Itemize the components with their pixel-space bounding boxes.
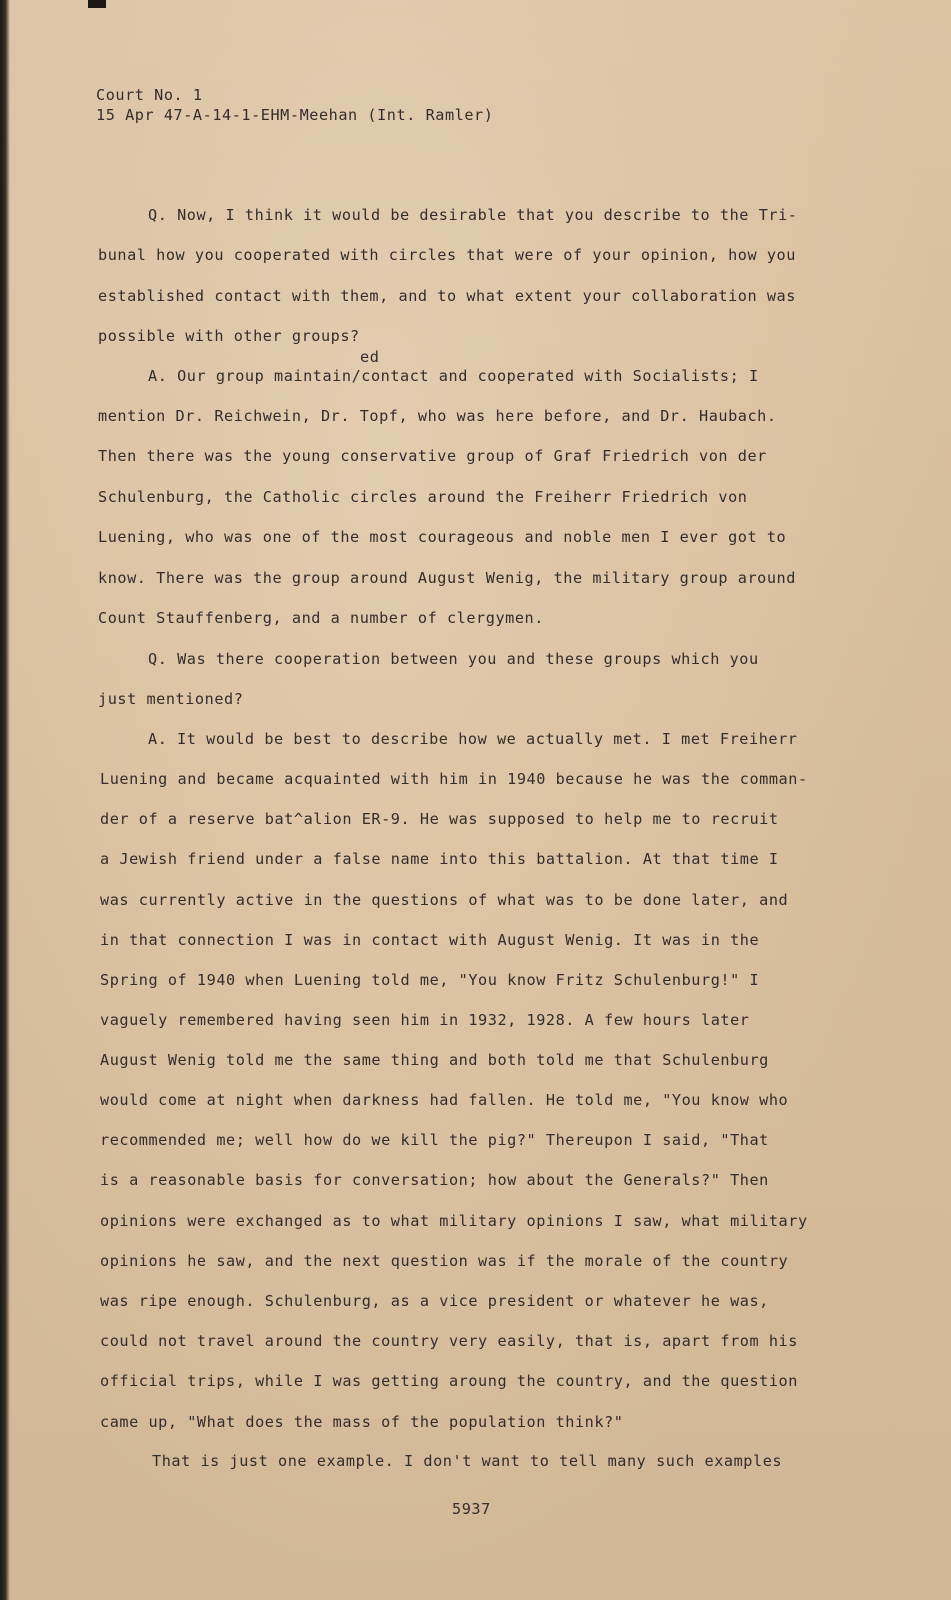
text-line-25: is a reasonable basis for conversation; how about the Generals?" Then	[100, 1171, 769, 1189]
text-line-29: could not travel around the country very easily, that is, apart from his	[100, 1332, 798, 1350]
top-binding-mark	[88, 0, 106, 8]
text-line-14: A. It would be best to describe how we actually met. I met Freiherr	[148, 730, 798, 748]
text-line-3: established contact with them, and to what extent your collaboration was	[98, 287, 796, 305]
header-reference: 15 Apr 47-A-14-1-EHM-Meehan (Int. Ramler)	[96, 106, 494, 124]
text-line-28: was ripe enough. Schulenburg, as a vice president or whatever he was,	[100, 1292, 769, 1310]
page-number: 5937	[452, 1500, 491, 1518]
text-line-23: would come at night when darkness had fallen. He told me, "You know who	[100, 1091, 789, 1109]
text-line-11: Count Stauffenberg, and a number of clergymen.	[98, 609, 544, 627]
text-line-6: mention Dr. Reichwein, Dr. Topf, who was here before, and Dr. Haubach.	[98, 407, 777, 425]
text-line-17: a Jewish friend under a false name into this battalion. At that time I	[100, 850, 779, 868]
text-line-27: opinions he saw, and the next question was if the morale of the country	[100, 1252, 789, 1270]
page-edge-shadow	[0, 0, 10, 1600]
text-line-1: Q. Now, I think it would be desirable that you describe to the Tri-	[148, 206, 798, 224]
text-line-2: bunal how you cooperated with circles that were of your opinion, how you	[98, 246, 796, 264]
text-line-31: came up, "What does the mass of the population think?"	[100, 1413, 624, 1431]
interlinear-insertion: ed	[360, 348, 380, 366]
header-court: Court No. 1	[96, 86, 203, 104]
text-line-16: der of a reserve bat^alion ER-9. He was supposed to help me to recruit	[100, 810, 779, 828]
text-line-10: know. There was the group around August Wenig, the military group around	[98, 569, 796, 587]
text-line-5: A. Our group maintain/contact and cooperated with Socialists; I	[148, 367, 759, 385]
text-line-7: Then there was the young conservative group of Graf Friedrich von der	[98, 447, 767, 465]
text-line-22: August Wenig told me the same thing and both told me that Schulenburg	[100, 1051, 769, 1069]
text-line-9: Luening, who was one of the most courageous and noble men I ever got to	[98, 528, 787, 546]
text-line-21: vaguely remembered having seen him in 1932, 1928. A few hours later	[100, 1011, 750, 1029]
text-line-20: Spring of 1940 when Luening told me, "You know Fritz Schulenburg!" I	[100, 971, 760, 989]
text-line-18: was currently active in the questions of what was to be done later, and	[100, 891, 789, 909]
text-line-15: Luening and became acquainted with him in 1940 because he was the comman-	[100, 770, 808, 788]
text-line-24: recommended me; well how do we kill the pig?" Thereupon I said, "That	[100, 1131, 769, 1149]
text-line-26: opinions were exchanged as to what military opinions I saw, what military	[100, 1212, 808, 1230]
text-line-8: Schulenburg, the Catholic circles around the Freiherr Friedrich von	[98, 488, 748, 506]
text-line-19: in that connection I was in contact with August Wenig. It was in the	[100, 931, 760, 949]
text-line-12: Q. Was there cooperation between you and these groups which you	[148, 650, 759, 668]
text-line-32: That is just one example. I don't want to tell many such examples	[152, 1452, 783, 1470]
text-line-4: possible with other groups?	[98, 327, 360, 345]
text-line-30: official trips, while I was getting aroung the country, and the question	[100, 1372, 798, 1390]
text-line-13: just mentioned?	[98, 690, 244, 708]
